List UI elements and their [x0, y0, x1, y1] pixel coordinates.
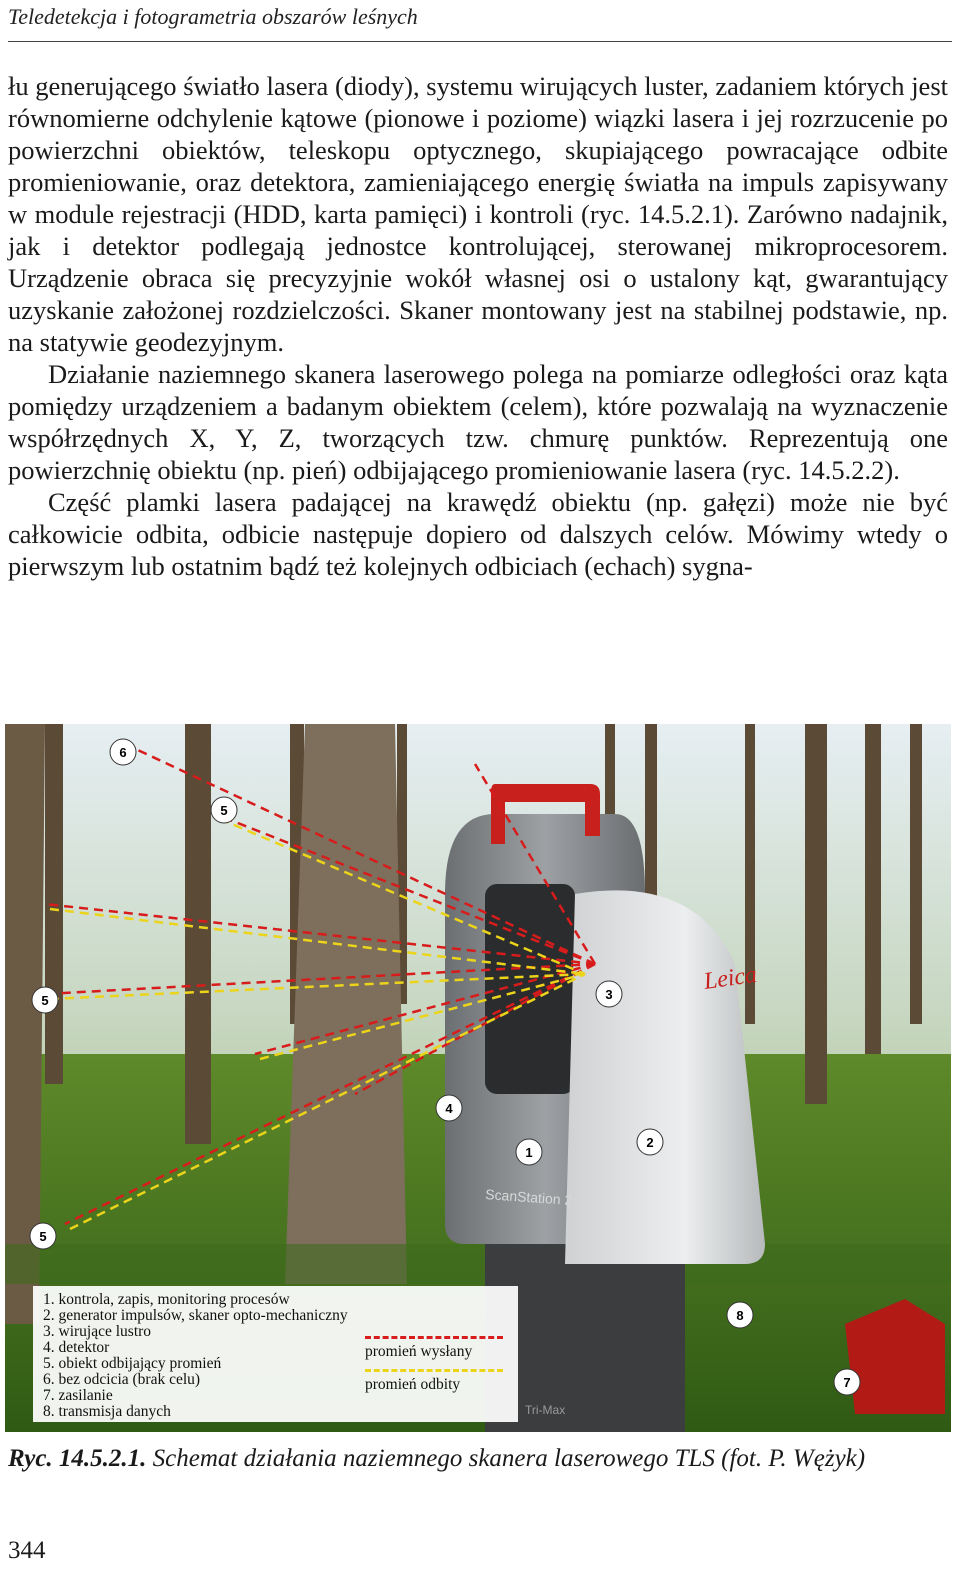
legend-item: 2. generator impulsów, skaner opto-mechaniczny	[43, 1307, 348, 1324]
page-number: 344	[8, 1537, 46, 1564]
svg-text:6: 6	[119, 745, 127, 760]
reflected-ray-label: promień odbity	[365, 1376, 461, 1393]
running-head: Teledetekcja i fotogrametria obszarów leśnych	[8, 4, 418, 29]
svg-text:5: 5	[39, 1229, 47, 1244]
reflected-ray-swatch	[365, 1369, 503, 1372]
marker-6	[110, 739, 136, 765]
legend-item: 7. zasilanie	[43, 1387, 113, 1404]
marker-5a	[211, 797, 237, 823]
svg-text:2: 2	[646, 1135, 654, 1150]
legend-item: 4. detektor	[43, 1339, 110, 1356]
marker-3	[596, 981, 622, 1007]
paragraph-3: Część plamki lasera padającej na krawędź obiektu (np. gałęzi) może nie być całkowicie odbita, odbicie następuje dopiero od dalszych celów. Mówimy wtedy o pierwszym lub ostatnim bądź też kolejnych odbiciach (echach) sygna-	[8, 487, 948, 581]
figure-photo	[5, 724, 951, 1432]
svg-text:1: 1	[525, 1145, 533, 1160]
leica-logo: Leica	[702, 961, 759, 995]
legend-item: 3. wirujące lustro	[43, 1323, 152, 1340]
marker-2	[637, 1129, 663, 1155]
shadow	[5, 1244, 951, 1284]
marker-4	[436, 1095, 462, 1121]
marker-8	[727, 1302, 753, 1328]
svg-text:4: 4	[445, 1101, 453, 1116]
figure-caption	[8, 1444, 938, 1473]
sent-ray-label: promień wysłany	[365, 1343, 473, 1360]
ray-legend	[365, 1336, 515, 1394]
svg-text:7: 7	[843, 1375, 851, 1390]
paragraph-1: łu generującego światło lasera (diody), systemu wirujących luster, zadaniem których jest równomierne odchylenie kątowe (pionowe i poziome) wiązki lasera i jej rozrzucenie po powierzchni obiektów, teleskopu optycznego, skupiającego powracające odbite promieniowanie, oraz detektora, zamieniającego energię światła na impuls zapisywany w module rejestracji (HDD, karta pamięci) i kontroli (ryc. 14.5.2.1). Zarówno nadajnik, jak i detektor podlegają jednostce kontrolującej, sterowanej mikroprocesorem. Urządzenie obraca się precyzyjnie wokół własnej osi o ustalony kąt, gwarantujący uzyskanie założonej rozdzielczości. Skaner montowany jest na stabilnej podstawie, np. na statywie geodezyjnym.	[8, 71, 948, 357]
caption-label: Ryc. 14.5.2.1.	[8, 1445, 147, 1472]
marker-5c	[30, 1223, 56, 1249]
marker-7	[834, 1369, 860, 1395]
foreground-tree	[285, 724, 407, 1284]
caption-text: Schemat działania naziemnego skanera laserowego TLS (fot. P. Wężyk)	[152, 1445, 866, 1472]
body-text	[8, 70, 948, 582]
header-rule	[8, 41, 952, 42]
svg-text:5: 5	[220, 803, 228, 818]
svg-text:5: 5	[41, 993, 49, 1008]
legend-item: 5. obiekt odbijający promień	[43, 1355, 222, 1372]
svg-text:8: 8	[736, 1308, 744, 1323]
svg-text:3: 3	[605, 987, 613, 1002]
legend-item: 8. transmisja danych	[43, 1403, 171, 1420]
sent-ray-swatch	[365, 1336, 503, 1339]
legend-item: 6. bez odcicia (brak celu)	[43, 1371, 201, 1388]
marker-1	[516, 1139, 542, 1165]
legend-item: 1. kontrola, zapis, monitoring procesów	[43, 1291, 290, 1308]
paragraph-2: Działanie naziemnego skanera laserowego polega na pomiarze odległości oraz kąta pomiędzy urządzeniem a badanym obiektem (celem), które pozwalają na wyznaczenie współrzędnych X, Y, Z, tworzących tzw. chmurę punktów. Reprezentują one powierzchnię obiektu (np. pień) odbijającego promieniowanie lasera (ryc. 14.5.2.2).	[8, 359, 948, 485]
figure-legend	[33, 1286, 518, 1422]
marker-5b	[32, 987, 58, 1013]
base-label: Tri-Max	[525, 1403, 566, 1417]
legend-list	[43, 1292, 348, 1420]
model-label: ScanStation 2	[484, 1186, 573, 1209]
